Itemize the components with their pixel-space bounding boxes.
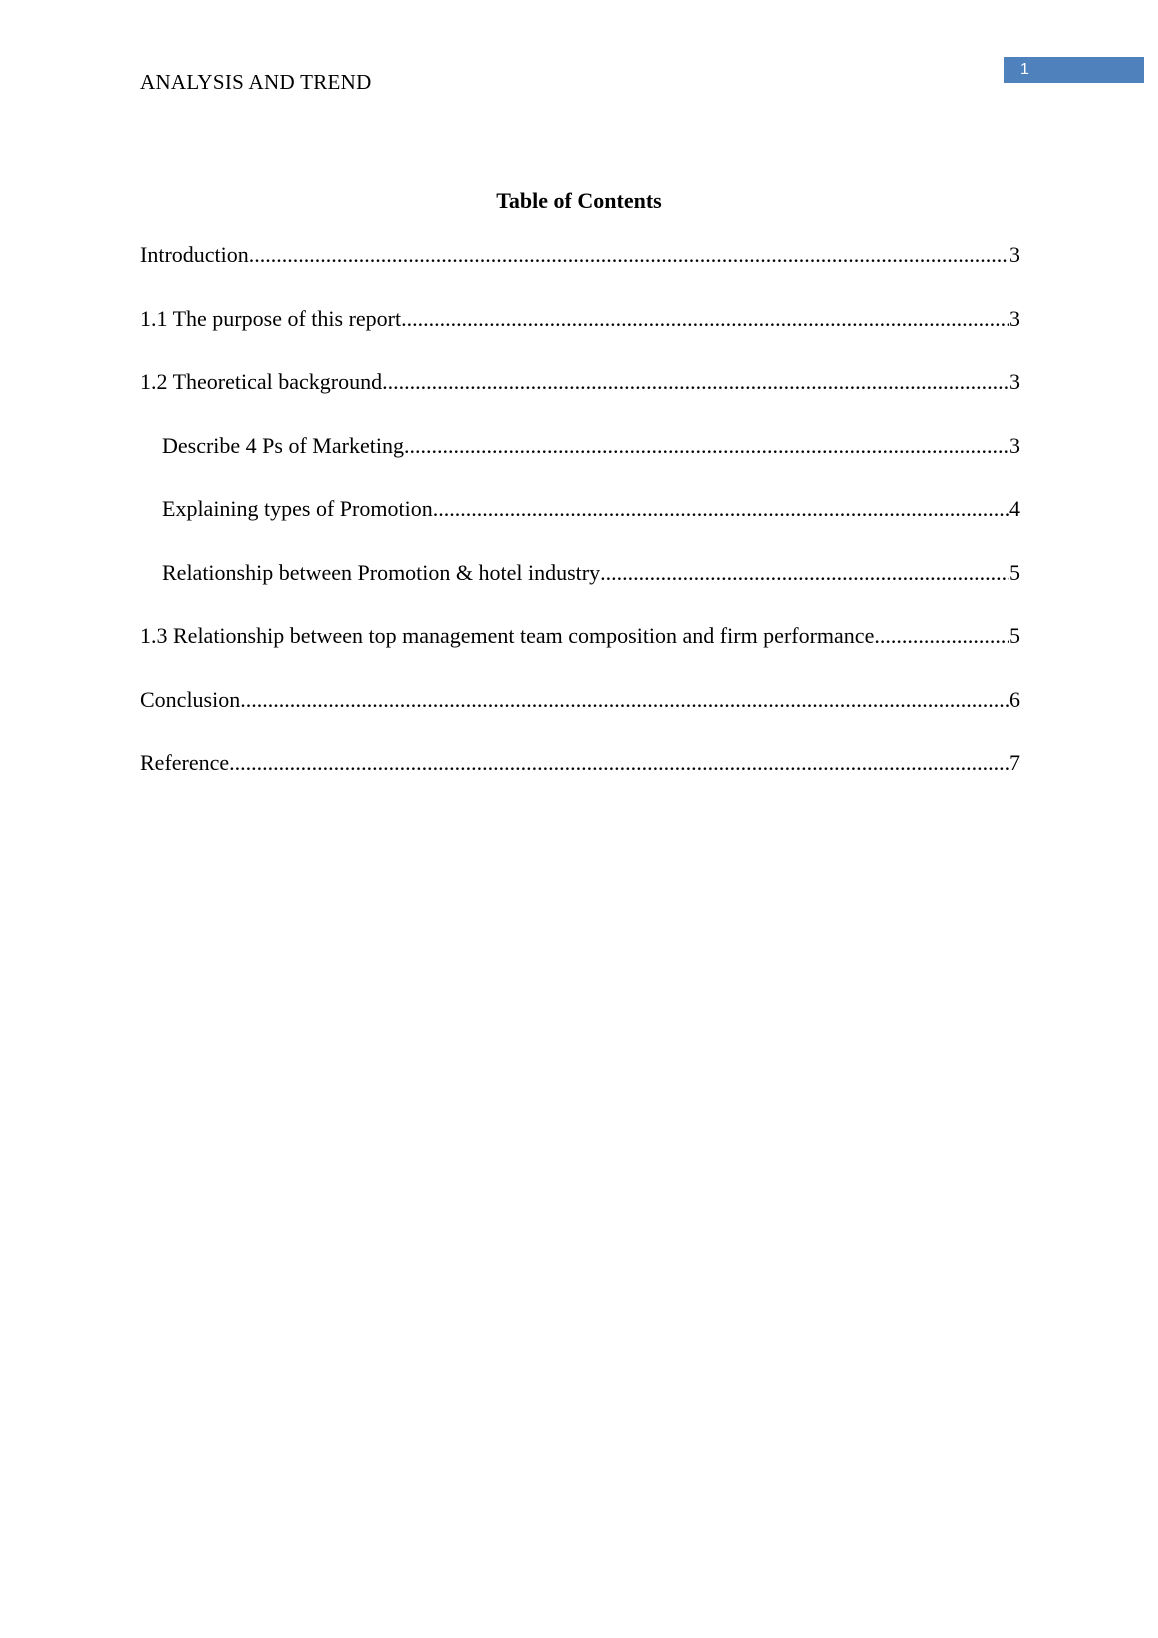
- toc-dot-leader: [249, 240, 1009, 270]
- toc-entry-page: 5: [1009, 623, 1020, 648]
- toc-entry-page: 3: [1009, 432, 1020, 458]
- toc-entry-page: 3: [1009, 242, 1020, 267]
- toc-entry[interactable]: [140, 431, 1020, 495]
- toc-heading: Table of Contents: [496, 188, 662, 213]
- toc-entry[interactable]: [140, 304, 1020, 368]
- toc-dot-leader: [433, 494, 1009, 524]
- toc-entry[interactable]: [140, 748, 1020, 812]
- toc-dot-leader: [404, 431, 1009, 461]
- toc-entry-label: Relationship between Promotion & hotel industry: [162, 559, 601, 585]
- toc-entry-page: 3: [1009, 305, 1020, 331]
- toc-entry[interactable]: [140, 621, 1020, 685]
- toc-dot-leader: [874, 621, 1009, 651]
- toc-dot-leader: [240, 685, 1009, 715]
- toc-dot-leader: [600, 558, 1009, 588]
- toc-entry[interactable]: [140, 558, 1020, 622]
- toc-dot-leader: [229, 748, 1009, 778]
- toc-entry-label: 1.2 Theoretical background: [140, 369, 383, 394]
- toc-entry-label: Describe 4 Ps of Marketing: [162, 432, 404, 458]
- toc-entry-label: Introduction: [140, 242, 249, 267]
- toc-entry-page: 3: [1009, 369, 1020, 394]
- table-of-contents: [140, 240, 1020, 812]
- toc-entry-page: 5: [1009, 559, 1020, 585]
- toc-entry-page: 6: [1009, 686, 1020, 712]
- toc-entry[interactable]: [140, 367, 1020, 431]
- toc-entry-label: 1.3 Relationship between top management team composition and firm performance: [140, 623, 875, 648]
- toc-entry-label: Conclusion: [140, 686, 241, 712]
- toc-entry-page: 4: [1009, 496, 1020, 521]
- running-header: ANALYSIS AND TREND: [140, 70, 372, 94]
- toc-entry[interactable]: [140, 240, 1020, 304]
- toc-entry-label: 1.1 The purpose of this report: [140, 305, 402, 331]
- toc-entry-page: 7: [1009, 750, 1020, 775]
- toc-entry-label: Reference: [140, 750, 230, 775]
- toc-entry[interactable]: [140, 685, 1020, 749]
- toc-entry[interactable]: [140, 494, 1020, 558]
- toc-dot-leader: [401, 304, 1009, 334]
- toc-entry-label: Explaining types of Promotion: [162, 496, 433, 521]
- toc-dot-leader: [382, 367, 1009, 397]
- page-number-badge: 1: [1004, 57, 1144, 83]
